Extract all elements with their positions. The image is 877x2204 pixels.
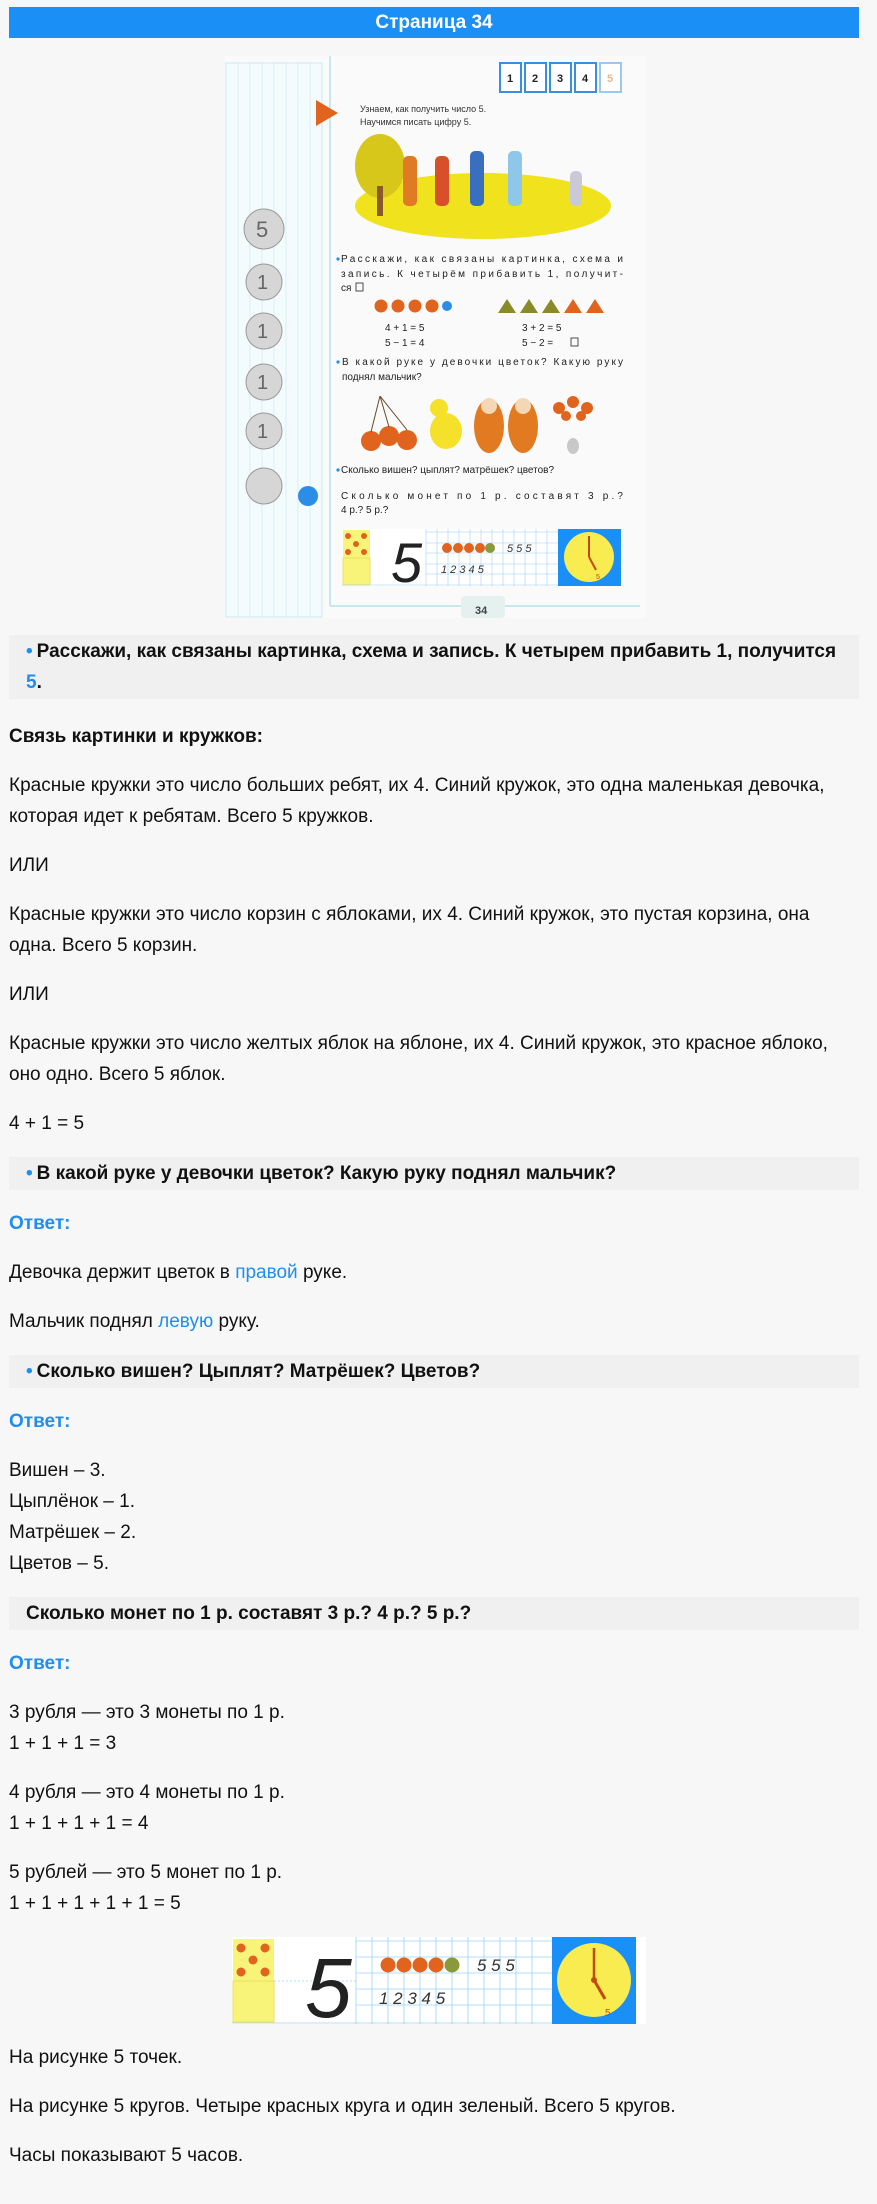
svg-text:1: 1 xyxy=(257,272,269,294)
circles-row xyxy=(381,1958,460,1973)
answer-label: Ответ: xyxy=(9,1411,71,1432)
row-12345: 1 2 3 4 5 xyxy=(441,564,484,576)
paragraph: Красные кружки это число корзин с яблоками, их 4. Синий кружок, это пустая корзина, она одна. Всего 5 корзин. xyxy=(9,904,810,956)
answer-label: Ответ: xyxy=(9,1213,71,1234)
eagle-coin-icon xyxy=(246,468,282,504)
bullet-icon: • xyxy=(26,1361,33,1382)
answer-block: 5 рублей — это 5 монет по 1 р. 1 + 1 + 1 + 1 + 1 = 5 xyxy=(9,1862,283,1914)
svg-text:запись. К четырём прибавить 1,: запись. К четырём прибавить 1, получит- xyxy=(341,269,623,280)
svg-text:Расскажи, как связаны картинка: Расскажи, как связаны картинка, схема и xyxy=(341,254,623,265)
big-digit-5: 5 xyxy=(305,1941,352,2024)
task3-text xyxy=(336,465,554,476)
answer-line: Мальчик поднял левую руку. xyxy=(9,1311,260,1332)
svg-text:ся: ся xyxy=(341,283,352,294)
dice-panel xyxy=(233,1939,274,2022)
question-3: • Сколько вишен? Цыплят? Матрёшек? Цветов? xyxy=(9,1355,859,1388)
highlight-left: левую xyxy=(158,1311,214,1332)
svg-text:3 + 2 = 5: 3 + 2 = 5 xyxy=(522,323,562,334)
svg-text:3: 3 xyxy=(557,73,564,85)
page-number: 34 xyxy=(475,605,488,617)
textbook-page-image xyxy=(225,56,646,618)
clock-five-label: 5 xyxy=(605,2008,611,2019)
svg-text:В какой руке у девочки цветок?: В какой руке у девочки цветок? Какую руку xyxy=(342,357,623,368)
svg-text:1: 1 xyxy=(507,73,514,85)
svg-text:1: 1 xyxy=(257,421,269,443)
svg-text:4 р.? 5 р.?: 4 р.? 5 р.? xyxy=(341,505,389,516)
answer-block: 3 рубля — это 3 монеты по 1 р. 1 + 1 + 1 = 3 xyxy=(9,1702,285,1754)
svg-text:Узнаем, как получить число 5.: Узнаем, как получить число 5. xyxy=(360,104,487,114)
equation: 4 + 1 = 5 xyxy=(9,1113,85,1134)
page-title: Страница 34 xyxy=(9,7,859,38)
svg-text:5: 5 xyxy=(607,73,614,85)
clock-five-label: 5 xyxy=(596,574,600,581)
writing-strip-image xyxy=(232,1937,646,2024)
answer-label: Ответ: xyxy=(9,1653,71,1674)
answer-block: 4 рубля — это 4 монеты по 1 р. 1 + 1 + 1 + 1 = 4 xyxy=(9,1782,285,1834)
svg-text:1: 1 xyxy=(257,372,269,394)
answer-value: 5 xyxy=(26,672,37,693)
textbook-writing-strip xyxy=(342,529,621,594)
bullet-icon: • xyxy=(26,641,33,662)
answer-list: Вишен – 3. Цыплёнок – 1. Матрёшек – 2. Цветов – 5. xyxy=(9,1460,137,1574)
paragraph: Красные кружки это число желтых яблок на яблоне, их 4. Синий кружок, это красное яблоко, оно одно. Всего 5 яблок. xyxy=(9,1033,828,1085)
answer-line: Девочка держит цветок в правой руке. xyxy=(9,1262,348,1283)
row-555: 5 5 5 xyxy=(507,543,532,555)
or-separator: ИЛИ xyxy=(9,984,49,1005)
svg-text:поднял мальчик?: поднял мальчик? xyxy=(342,372,422,383)
paragraph: На рисунке 5 точек. xyxy=(9,2047,183,2068)
paragraph: Часы показывают 5 часов. xyxy=(9,2145,244,2166)
svg-text:Сколько монет по 1 р. составят: Сколько монет по 1 р. составят 3 р.? xyxy=(341,491,623,502)
row-555: 5 5 5 xyxy=(477,1956,515,1975)
highlight-right: правой xyxy=(235,1262,298,1283)
svg-text:Научимся писать цифру 5.: Научимся писать цифру 5. xyxy=(360,117,472,127)
bullet-icon: • xyxy=(26,1163,33,1184)
question-4: Сколько монет по 1 р. составят 3 р.? 4 р.? 5 р.? xyxy=(9,1597,859,1630)
section-subtitle: Связь картинки и кружков: xyxy=(9,726,263,747)
svg-text:1: 1 xyxy=(257,321,269,343)
svg-text:2: 2 xyxy=(532,73,539,85)
svg-text:5: 5 xyxy=(256,217,269,242)
paragraph: На рисунке 5 кругов. Четыре красных круга и один зеленый. Всего 5 кругов. xyxy=(9,2096,676,2117)
svg-text:5 − 2 =: 5 − 2 = xyxy=(522,338,554,349)
globe-icon xyxy=(298,486,318,506)
svg-text:5 − 1 = 4: 5 − 1 = 4 xyxy=(385,338,425,349)
svg-text:Сколько вишен? цыплят? матрёше: Сколько вишен? цыплят? матрёшек? цветов? xyxy=(341,465,555,476)
question-2: • В какой руке у девочки цветок? Какую руку поднял мальчик? xyxy=(9,1157,859,1190)
question-1: • Расскажи, как связаны картинка, схема и запись. К четырем прибавить 1, получится 5. xyxy=(9,635,859,699)
number-cards xyxy=(500,63,621,92)
row-12345: 1 2 3 4 5 xyxy=(379,1989,446,2008)
clock-icon xyxy=(552,1937,636,2024)
big-digit-5: 5 xyxy=(391,531,423,594)
paragraph: Красные кружки это число больших ребят, их 4. Синий кружок, это одна маленькая девочка, которая идет к ребятам. Всего 5 кружков. xyxy=(9,775,825,827)
svg-text:4: 4 xyxy=(582,73,589,85)
or-separator: ИЛИ xyxy=(9,855,49,876)
svg-text:4 + 1 = 5: 4 + 1 = 5 xyxy=(385,323,425,334)
